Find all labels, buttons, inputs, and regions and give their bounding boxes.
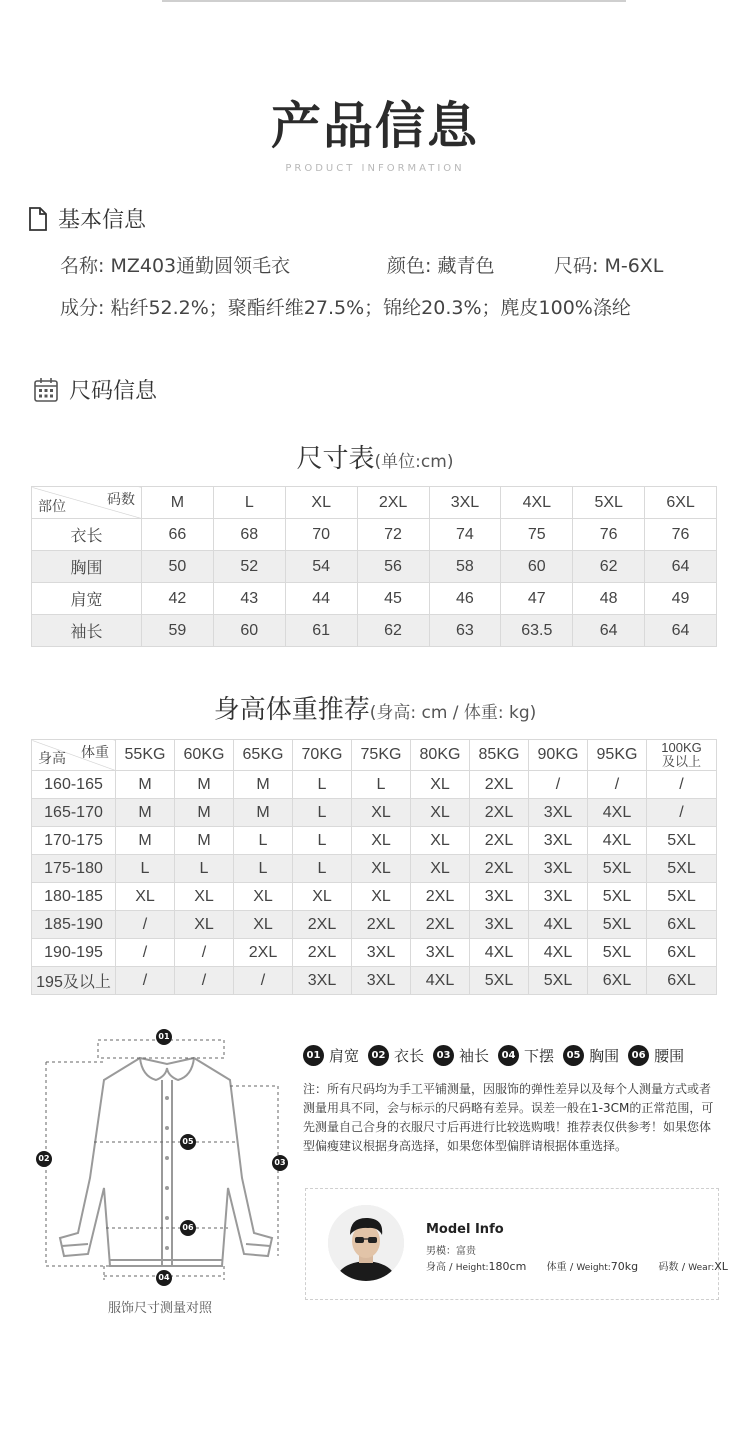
size-table-corner: 码数 部位: [32, 487, 142, 519]
legend-item: [368, 1045, 424, 1066]
size-cell: 48: [573, 583, 645, 615]
legend-badge: 01: [303, 1045, 324, 1066]
recommend-cell: M: [116, 827, 175, 855]
size-cell: 60: [501, 551, 573, 583]
weight-column-header-last: [647, 740, 717, 771]
top-divider: [162, 0, 626, 2]
recommend-cell: XL: [352, 799, 411, 827]
size-note: 注：所有尺码均为手工平铺测量，因服饰的弹性差异以及每个人测量方式或者测量用具不同，会与标示的尺码略有差异。误差一般在1-3CM的正常范围，可先测量自己合身的衣服尺寸后再进行比较选购哦！推荐表仅供参考！如果您体型偏瘦建议根据身高选择，如果您体型偏胖请根据体重选择。: [303, 1082, 714, 1153]
recommend-cell: 2XL: [470, 771, 529, 799]
size-table-row: [32, 519, 717, 551]
weight-column-header: 95KG: [588, 740, 647, 771]
recommend-cell: XL: [411, 827, 470, 855]
size-cell: 42: [142, 583, 214, 615]
product-name: 名称: MZ403通勤圆领毛衣: [60, 255, 291, 277]
size-cell: 74: [429, 519, 501, 551]
legend-label: 腰围: [654, 1047, 685, 1065]
recommend-table-row: [32, 827, 717, 855]
size-column-header: 6XL: [645, 487, 717, 519]
recommend-cell: 5XL: [647, 855, 717, 883]
recommend-cell: /: [116, 911, 175, 939]
size-cell: 70: [285, 519, 357, 551]
recommend-cell: 3XL: [411, 939, 470, 967]
size-cell: 62: [357, 615, 429, 647]
diagram-caption: 服饰尺寸测量对照: [108, 1301, 213, 1316]
weight-column-header: 75KG: [352, 740, 411, 771]
size-table-row: [32, 551, 717, 583]
size-row-label: 胸围: [32, 551, 142, 583]
recommend-cell: /: [175, 939, 234, 967]
recommend-table-row: [32, 883, 717, 911]
model-info-title: Model Info: [426, 1222, 504, 1237]
height-row-label: 190-195: [32, 939, 116, 967]
weight-column-header: 65KG: [234, 740, 293, 771]
size-table-row: [32, 583, 717, 615]
recommend-cell: L: [116, 855, 175, 883]
size-column-header: M: [142, 487, 214, 519]
height-row-label: 165-170: [32, 799, 116, 827]
weight-column-header: 70KG: [293, 740, 352, 771]
recommend-cell: 4XL: [529, 939, 588, 967]
size-cell: 64: [645, 615, 717, 647]
product-size-range: 尺码: M-6XL: [554, 255, 664, 277]
recommend-cell: 3XL: [529, 827, 588, 855]
recommend-cell: 2XL: [470, 827, 529, 855]
shirt-measurement-diagram: [32, 1028, 302, 1293]
page-title: 产品信息: [271, 97, 479, 155]
recommend-cell: M: [234, 799, 293, 827]
diagram-badge-06: 06: [180, 1220, 196, 1236]
recommend-cell: L: [293, 799, 352, 827]
model-name: 男模：富贵: [426, 1246, 476, 1257]
recommend-cell: 3XL: [529, 883, 588, 911]
recommend-cell: 4XL: [588, 827, 647, 855]
recommend-cell: 6XL: [647, 939, 717, 967]
weight-column-header: 90KG: [529, 740, 588, 771]
legend-label: 胸围: [589, 1047, 620, 1065]
size-cell: 58: [429, 551, 501, 583]
weight-column-header: 80KG: [411, 740, 470, 771]
legend-badge: 02: [368, 1045, 389, 1066]
recommend-cell: 5XL: [588, 883, 647, 911]
size-cell: 43: [213, 583, 285, 615]
size-cell: 72: [357, 519, 429, 551]
size-cell: 50: [142, 551, 214, 583]
recommend-cell: 6XL: [647, 911, 717, 939]
size-table-header-row: [32, 487, 717, 519]
recommend-cell: 3XL: [470, 883, 529, 911]
size-column-header: 3XL: [429, 487, 501, 519]
height-row-label: 160-165: [32, 771, 116, 799]
recommend-cell: XL: [411, 771, 470, 799]
recommend-cell: 5XL: [647, 827, 717, 855]
weight-column-header-line2: 及以上: [661, 754, 701, 769]
measure-legend: [303, 1045, 693, 1066]
recommend-cell: L: [352, 771, 411, 799]
recommend-table-unit: (身高: cm / 体重: kg): [369, 703, 537, 723]
recommend-cell: M: [175, 799, 234, 827]
legend-badge: 04: [498, 1045, 519, 1066]
size-cell: 62: [573, 551, 645, 583]
recommend-cell: 2XL: [234, 939, 293, 967]
recommend-cell: 3XL: [529, 855, 588, 883]
size-cell: 44: [285, 583, 357, 615]
recommend-cell: M: [234, 771, 293, 799]
recommend-cell: 5XL: [647, 883, 717, 911]
model-avatar: [328, 1205, 404, 1281]
recommend-cell: XL: [411, 799, 470, 827]
size-table-title: 尺寸表: [296, 444, 375, 474]
recommend-cell: 2XL: [352, 911, 411, 939]
recommend-cell: 4XL: [470, 939, 529, 967]
legend-item: [563, 1045, 619, 1066]
recommend-cell: L: [293, 827, 352, 855]
recommend-cell: L: [175, 855, 234, 883]
recommend-cell: M: [116, 771, 175, 799]
size-row-label: 衣长: [32, 519, 142, 551]
legend-item: [628, 1045, 684, 1066]
recommend-cell: 5XL: [529, 967, 588, 995]
weight-column-header: 85KG: [470, 740, 529, 771]
recommend-table-corner: 体重 身高: [32, 740, 116, 771]
recommend-cell: /: [529, 771, 588, 799]
recommend-cell: 3XL: [352, 967, 411, 995]
recommend-table-row: [32, 967, 717, 995]
recommend-table-row: [32, 771, 717, 799]
recommend-cell: /: [116, 939, 175, 967]
size-row-label: 肩宽: [32, 583, 142, 615]
recommend-cell: /: [234, 967, 293, 995]
recommend-table-row: [32, 911, 717, 939]
recommend-cell: 6XL: [588, 967, 647, 995]
model-height: 180cm: [488, 1260, 527, 1273]
recommend-cell: XL: [352, 855, 411, 883]
recommend-cell: 2XL: [293, 939, 352, 967]
legend-label: 下摆: [524, 1047, 555, 1065]
height-row-label: 180-185: [32, 883, 116, 911]
size-cell: 46: [429, 583, 501, 615]
size-cell: 76: [645, 519, 717, 551]
size-column-header: 2XL: [357, 487, 429, 519]
size-info-heading: [33, 374, 157, 405]
recommend-table-title: 身高体重推荐: [213, 695, 370, 725]
recommend-cell: 3XL: [470, 911, 529, 939]
recommend-cell: 2XL: [411, 883, 470, 911]
size-table-unit: (单位:cm): [374, 452, 454, 472]
basic-info-title: 基本信息: [58, 208, 147, 233]
size-row-label: 袖长: [32, 615, 142, 647]
model-wear-size: XL: [714, 1260, 728, 1273]
recommend-cell: L: [293, 855, 352, 883]
recommend-cell: /: [175, 967, 234, 995]
legend-item: [433, 1045, 489, 1066]
recommend-cell: 2XL: [293, 911, 352, 939]
recommend-cell: XL: [352, 883, 411, 911]
model-weight: 70kg: [610, 1260, 639, 1273]
size-column-header: XL: [285, 487, 357, 519]
size-column-header: 5XL: [573, 487, 645, 519]
recommend-cell: XL: [234, 883, 293, 911]
recommend-cell: 4XL: [529, 911, 588, 939]
size-cell: 61: [285, 615, 357, 647]
recommend-cell: XL: [175, 911, 234, 939]
basic-info-heading: [28, 203, 146, 234]
size-cell: 49: [645, 583, 717, 615]
weight-column-header-line1: 100KG: [661, 740, 702, 755]
legend-item: [303, 1045, 359, 1066]
recommend-cell: L: [234, 827, 293, 855]
recommend-cell: 5XL: [588, 939, 647, 967]
size-table: [31, 486, 717, 647]
recommend-cell: XL: [116, 883, 175, 911]
recommend-cell: 4XL: [411, 967, 470, 995]
diagram-badge-02: 02: [36, 1151, 52, 1167]
recommend-table: [31, 739, 717, 995]
document-icon: [28, 207, 48, 231]
recommend-cell: 3XL: [293, 967, 352, 995]
size-table-row: [32, 615, 717, 647]
size-cell: 66: [142, 519, 214, 551]
size-cell: 47: [501, 583, 573, 615]
size-cell: 59: [142, 615, 214, 647]
size-cell: 60: [213, 615, 285, 647]
recommend-cell: 2XL: [470, 855, 529, 883]
size-cell: 56: [357, 551, 429, 583]
size-cell: 64: [645, 551, 717, 583]
recommend-cell: 2XL: [470, 799, 529, 827]
recommend-cell: 4XL: [588, 799, 647, 827]
recommend-cell: 5XL: [588, 911, 647, 939]
recommend-cell: XL: [293, 883, 352, 911]
recommend-cell: 3XL: [352, 939, 411, 967]
size-cell: 64: [573, 615, 645, 647]
shirt-illustration: [32, 1028, 302, 1293]
recommend-cell: XL: [352, 827, 411, 855]
recommend-cell: /: [588, 771, 647, 799]
size-column-header: 4XL: [501, 487, 573, 519]
size-info-title: 尺码信息: [69, 379, 158, 404]
legend-badge: 03: [433, 1045, 454, 1066]
recommend-cell: 3XL: [529, 799, 588, 827]
size-cell: 54: [285, 551, 357, 583]
recommend-table-row: [32, 939, 717, 967]
diagram-badge-04: 04: [156, 1270, 172, 1286]
legend-item: [498, 1045, 554, 1066]
legend-badge: 05: [563, 1045, 584, 1066]
recommend-cell: 2XL: [411, 911, 470, 939]
recommend-table-header-row: [32, 740, 717, 771]
size-cell: 45: [357, 583, 429, 615]
recommend-cell: 6XL: [647, 967, 717, 995]
recommend-cell: XL: [234, 911, 293, 939]
diagram-badge-01: 01: [156, 1029, 172, 1045]
recommend-cell: 5XL: [588, 855, 647, 883]
model-stats: 身高 / Height:180cm 体重 / Weight:70kg 码数 / Wear:XL: [426, 1260, 728, 1273]
legend-label: 肩宽: [329, 1047, 360, 1065]
recommend-cell: /: [647, 799, 717, 827]
recommend-cell: M: [116, 799, 175, 827]
size-cell: 68: [213, 519, 285, 551]
diagram-badge-05: 05: [180, 1134, 196, 1150]
size-cell: 76: [573, 519, 645, 551]
legend-label: 袖长: [459, 1047, 490, 1065]
recommend-cell: 5XL: [470, 967, 529, 995]
height-row-label: 185-190: [32, 911, 116, 939]
recommend-cell: /: [116, 967, 175, 995]
recommend-cell: M: [175, 827, 234, 855]
product-color: 颜色: 藏青色: [387, 255, 495, 277]
recommend-cell: XL: [411, 855, 470, 883]
recommend-cell: /: [647, 771, 717, 799]
diagram-badge-03: 03: [272, 1155, 288, 1171]
size-column-header: L: [213, 487, 285, 519]
size-cell: 52: [213, 551, 285, 583]
recommend-table-row: [32, 855, 717, 883]
recommend-cell: L: [234, 855, 293, 883]
weight-column-header: 60KG: [175, 740, 234, 771]
page-subtitle: PRODUCT INFORMATION: [285, 163, 465, 174]
size-cell: 63.5: [501, 615, 573, 647]
weight-column-header: 55KG: [116, 740, 175, 771]
size-cell: 63: [429, 615, 501, 647]
height-row-label: 195及以上: [32, 967, 116, 995]
height-row-label: 175-180: [32, 855, 116, 883]
legend-label: 衣长: [394, 1047, 425, 1065]
recommend-table-heading: [0, 689, 750, 726]
product-composition: 成分: 粘纤52.2%；聚酯纤维27.5%；锦纶20.3%；麂皮100%涤纶: [60, 297, 631, 319]
recommend-cell: L: [293, 771, 352, 799]
recommend-cell: M: [175, 771, 234, 799]
size-cell: 75: [501, 519, 573, 551]
height-row-label: 170-175: [32, 827, 116, 855]
calendar-icon: [33, 377, 59, 403]
recommend-table-row: [32, 799, 717, 827]
recommend-cell: XL: [175, 883, 234, 911]
size-table-heading: [0, 438, 750, 475]
model-info-card: [305, 1188, 728, 1300]
legend-badge: 06: [628, 1045, 649, 1066]
